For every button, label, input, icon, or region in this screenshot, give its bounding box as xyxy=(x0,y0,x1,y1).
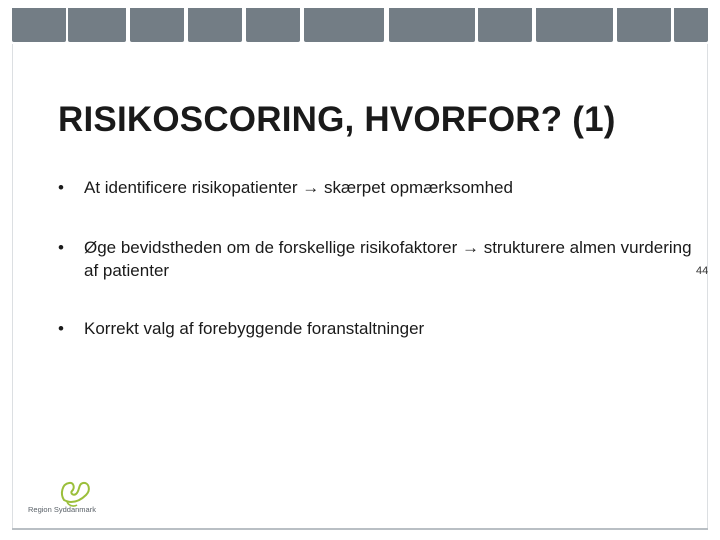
top-bar-tab xyxy=(304,8,384,42)
top-bar-tab xyxy=(12,8,66,42)
top-decorative-bar xyxy=(0,0,720,44)
top-bar-tab xyxy=(188,8,242,42)
logo-text: Region Syddanmark xyxy=(28,505,96,514)
bullet-text: At identificere risikopatienter → skærpet opmærksomhed xyxy=(84,178,513,197)
bullet-item xyxy=(58,317,698,340)
bullet-text: Øge bevidstheden om de forskellige risikofaktorer → strukturere almen vurdering af patienter xyxy=(84,238,692,280)
frame-bottom-border xyxy=(12,528,708,530)
bullet-marker: • xyxy=(58,238,64,257)
slide-title: RISIKOSCORING, HVORFOR? (1) xyxy=(58,100,616,139)
bullet-item xyxy=(58,176,698,199)
top-bar-tab xyxy=(617,8,671,42)
page-number: 44 xyxy=(696,265,709,277)
top-bar-tab xyxy=(674,8,708,42)
frame-right-border xyxy=(707,44,708,529)
top-bar-tab xyxy=(389,8,475,42)
top-bar-tab xyxy=(130,8,184,42)
bullet-marker: • xyxy=(58,319,64,338)
top-bar-tab xyxy=(68,8,126,42)
top-bar-tab xyxy=(246,8,300,42)
frame-left-border xyxy=(12,44,13,529)
region-syddanmark-logo-icon xyxy=(58,478,92,508)
bullet-text: Korrekt valg af forebyggende foranstaltninger xyxy=(84,319,425,338)
bullet-marker: • xyxy=(58,178,64,197)
bullet-item xyxy=(58,236,698,282)
top-bar-tab xyxy=(478,8,532,42)
top-bar-tab xyxy=(536,8,613,42)
bullet-list xyxy=(58,176,698,340)
region-syddanmark-logo xyxy=(28,478,108,520)
